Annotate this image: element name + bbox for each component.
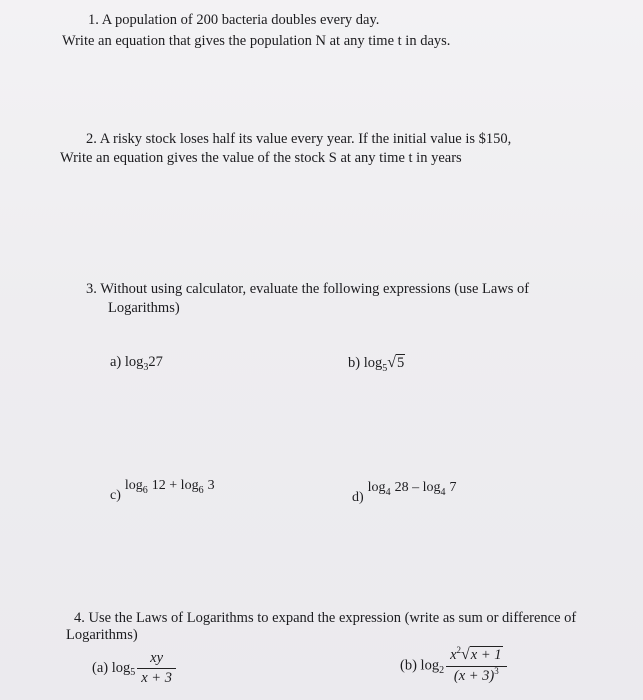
q4b-label: (b): [400, 657, 417, 674]
q3-part-b: [348, 354, 405, 373]
q4-line1: [74, 610, 576, 627]
q4b-base: 2: [439, 664, 445, 676]
q3-part-c: [110, 476, 215, 503]
q3-part-d: [352, 478, 457, 505]
q4a-numerator: xy: [137, 650, 176, 669]
q4a-fraction: [137, 650, 176, 687]
q3b-arg: 5: [397, 355, 405, 371]
q3-text-2: Logarithms): [108, 300, 180, 316]
q1-text-2: Write an equation that gives the population N at any time t in days.: [62, 33, 451, 49]
q4-part-a: [92, 650, 176, 687]
q3c-log1: log: [124, 478, 143, 493]
q4b-log: log: [420, 657, 440, 674]
q4b-num-exp: 2: [456, 645, 462, 655]
q3a-arg: 27: [148, 354, 163, 370]
q3a-log: log: [124, 354, 144, 370]
q4b-fraction: [446, 646, 506, 686]
q2-text-2: Write an equation gives the value of the stock S at any time t in years: [60, 150, 462, 166]
q3d-label: d): [352, 490, 364, 505]
q4b-numerator: [446, 646, 506, 667]
q4a-base: 5: [130, 667, 136, 678]
q1-line1: [88, 12, 379, 29]
q4-part-b: [400, 646, 507, 686]
q4-number: 4.: [74, 610, 85, 626]
q1-number: 1.: [88, 12, 99, 28]
q4-text-1: Use the Laws of Logarithms to expand the expression (write as sum or difference of: [88, 610, 577, 626]
q4b-denominator: [446, 667, 506, 686]
q4b-den-base: (x + 3): [453, 668, 495, 684]
q3b-base: 5: [382, 363, 388, 374]
q4a-log: log: [111, 660, 131, 676]
q3d-arg2: 7: [449, 480, 457, 495]
q3c-arg1: 12 + log: [151, 478, 199, 493]
q2-number: 2.: [86, 131, 97, 147]
q3c-base1: 6: [142, 485, 148, 496]
q3-line1: [86, 281, 529, 298]
q3d-arg1: 28 – log: [394, 480, 441, 495]
q4a-denominator: x + 3: [141, 670, 172, 686]
q3d-base2: 4: [440, 487, 446, 498]
q3d-base1: 4: [385, 487, 391, 498]
q3c-base2: 6: [198, 485, 204, 496]
q3b-radical: √: [387, 354, 397, 371]
q4a-label: (a): [92, 660, 109, 676]
q3b-label: b): [348, 355, 361, 371]
q3a-base: 3: [143, 362, 149, 373]
q3b-log: log: [363, 355, 383, 371]
q4b-num-x: x: [450, 647, 457, 663]
q3a-label: a): [110, 354, 122, 370]
q2-line1: [86, 131, 511, 148]
q3-number: 3.: [86, 281, 97, 297]
q4b-radicand: x + 1: [470, 647, 502, 663]
q3-part-a: [110, 354, 163, 372]
q4b-den-exp: 3: [494, 666, 499, 676]
q4-text-2: Logarithms): [66, 627, 138, 643]
q3-text-1: Without using calculator, evaluate the following expressions (use Laws of: [100, 281, 530, 297]
q3c-arg2: 3: [207, 478, 215, 493]
q1-text-1: A population of 200 bacteria doubles every day.: [101, 12, 380, 28]
q2-text-1: A risky stock loses half its value every year. If the initial value is $150,: [99, 131, 512, 147]
q3c-label: c): [110, 488, 121, 503]
q3d-log1: log: [367, 480, 386, 495]
q4b-radical: √: [461, 646, 470, 663]
